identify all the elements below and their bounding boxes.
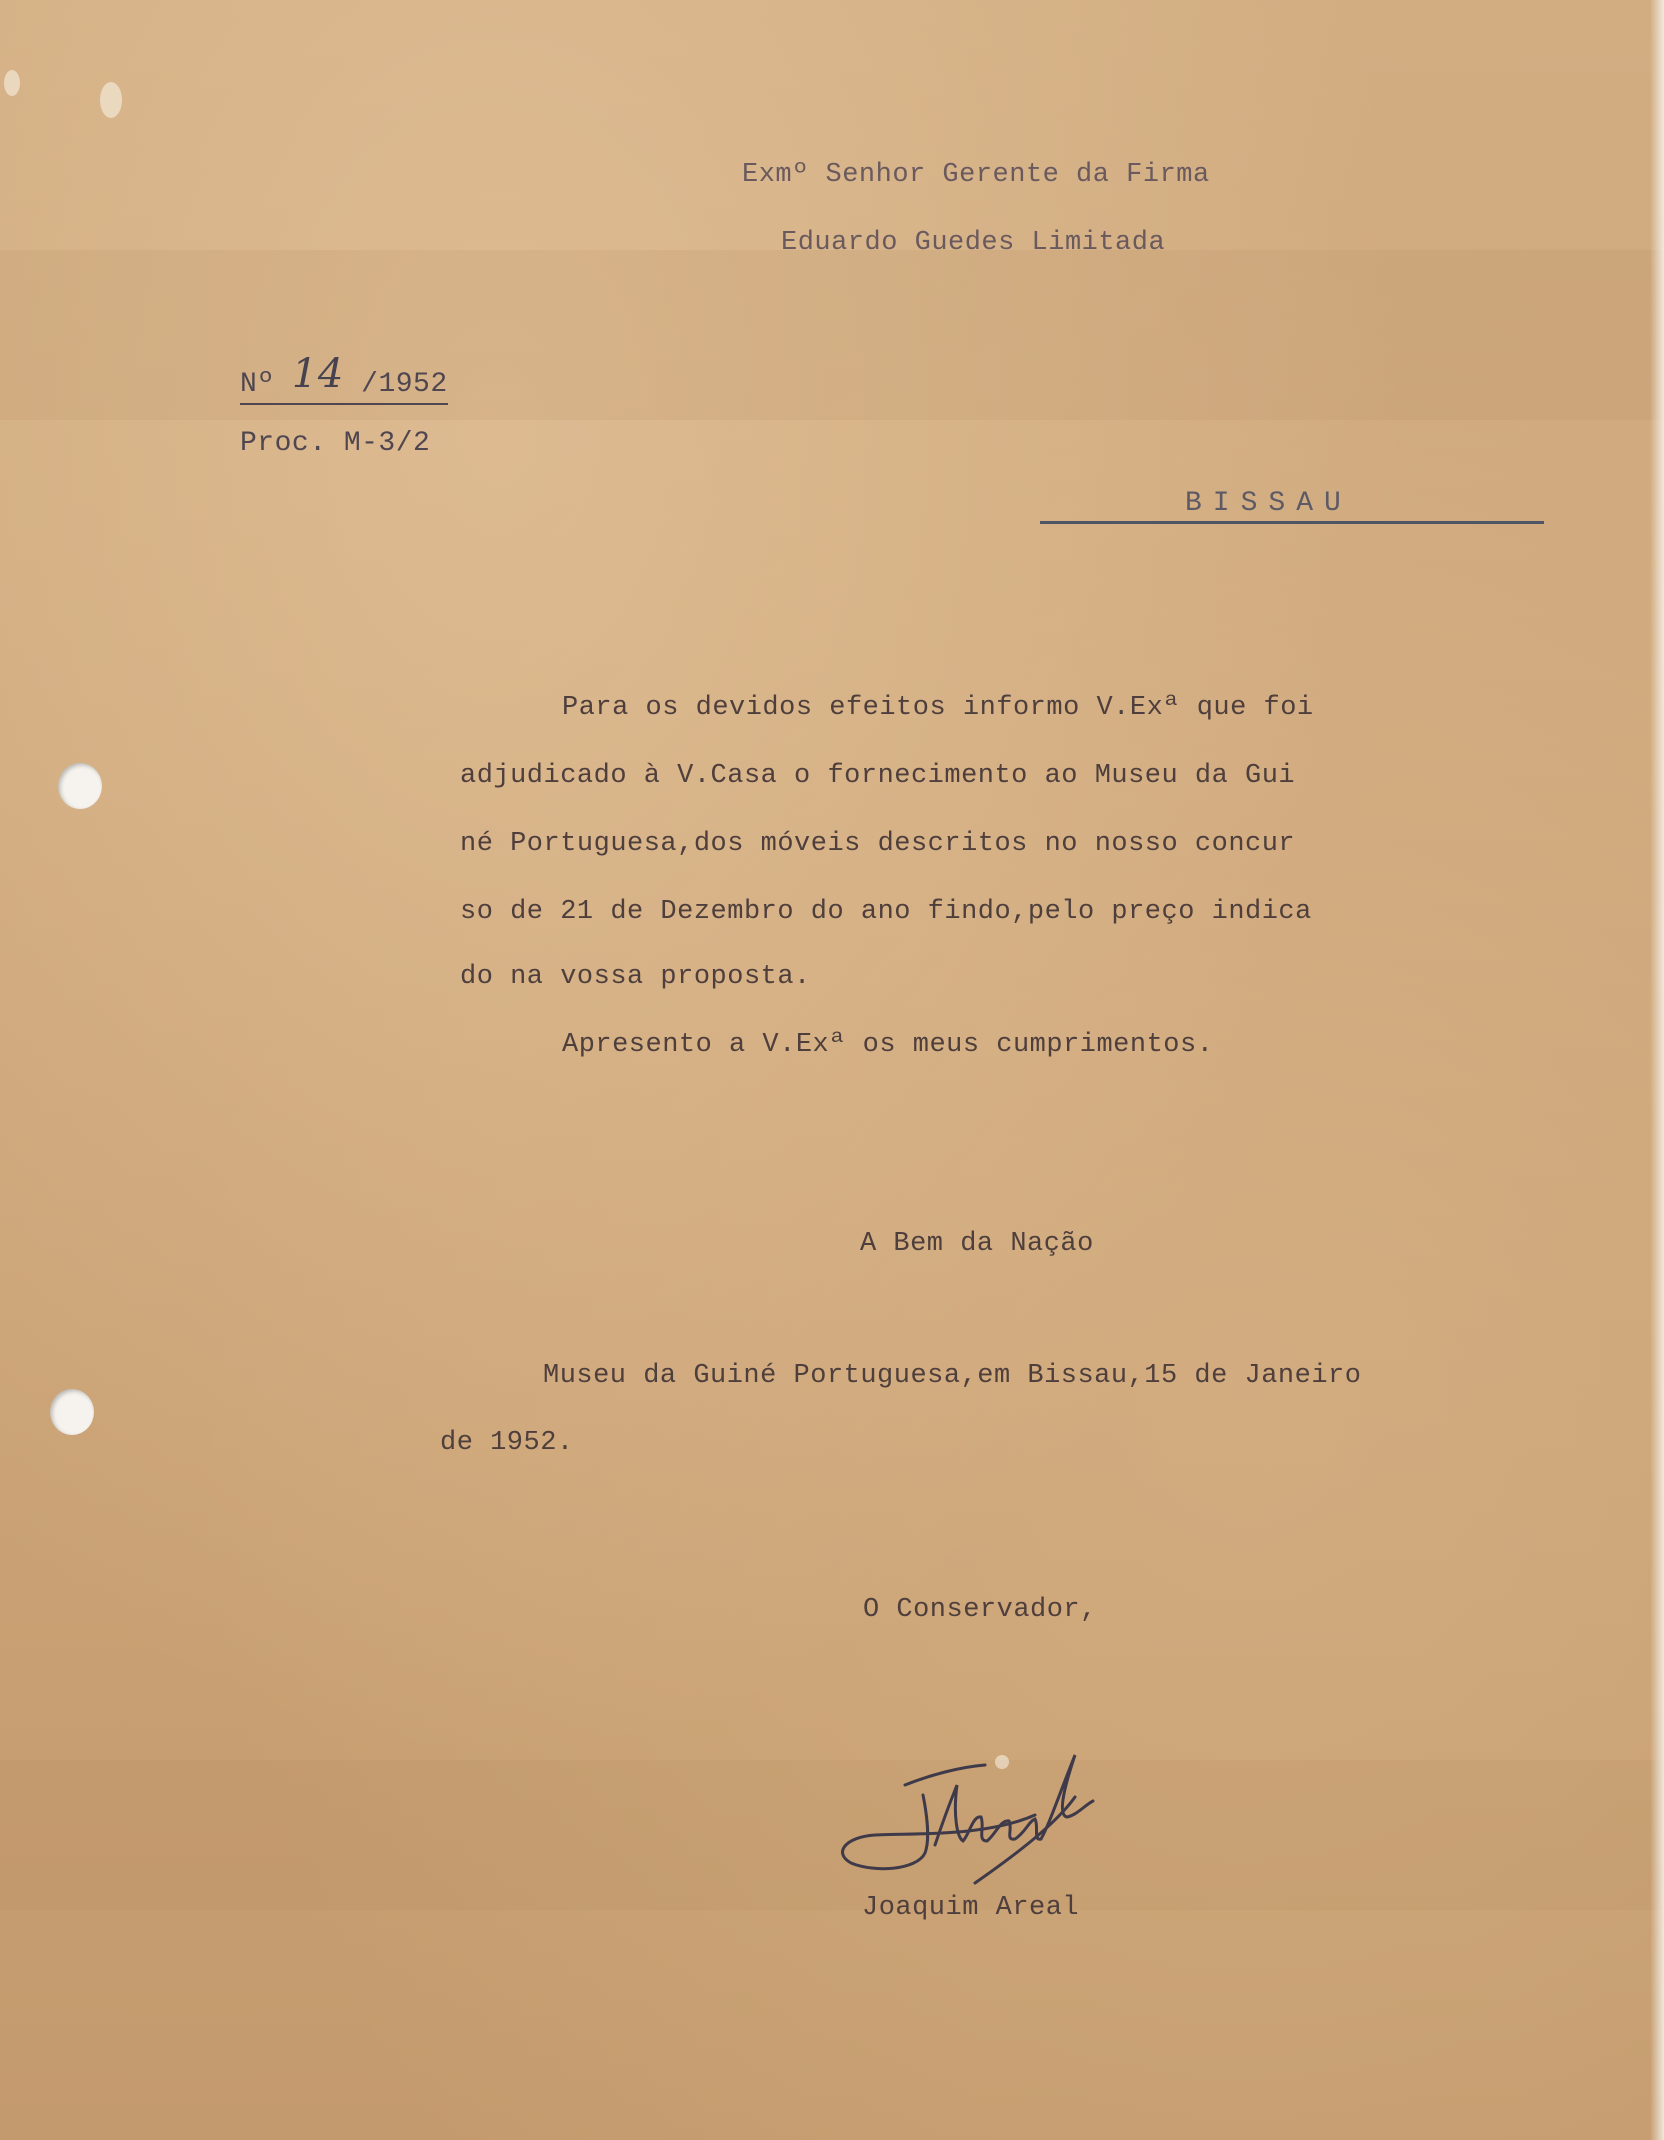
body-line-5: do na vossa proposta.: [460, 962, 811, 992]
reference-year: /1952: [361, 369, 448, 400]
city-underline: [1040, 521, 1544, 524]
handwritten-signature: [835, 1745, 1115, 1895]
body-line-3: né Portuguesa,dos móveis descritos no nosso concur: [460, 829, 1296, 859]
page-edge: [1650, 0, 1664, 2140]
signer-name: Joaquim Areal: [862, 1893, 1080, 1923]
addressee-line-1: Exmº Senhor Gerente da Firma: [742, 160, 1210, 190]
paper-stain: [4, 70, 20, 96]
body-line-6: Apresento a V.Exª os meus cumprimentos.: [562, 1030, 1214, 1060]
punch-hole: [50, 1389, 94, 1435]
addressee-line-2: Eduardo Guedes Limitada: [781, 228, 1166, 258]
reference-number: [240, 351, 448, 405]
paper-stain: [100, 82, 122, 118]
reference-prefix: Nº: [240, 369, 275, 400]
city-heading: BISSAU: [1185, 488, 1352, 519]
handwritten-number: 14: [291, 351, 344, 397]
place-date-line-2: de 1952.: [440, 1428, 574, 1458]
body-line-4: so de 21 de Dezembro do ano findo,pelo preço indica: [460, 897, 1312, 927]
body-line-2: adjudicado à V.Casa o fornecimento ao Museu da Gui: [460, 761, 1296, 791]
place-date-line-1: Museu da Guiné Portuguesa,em Bissau,15 de Janeiro: [543, 1361, 1362, 1391]
punch-hole: [58, 763, 102, 809]
paper-fold-band: [0, 1760, 1664, 1910]
closing-salutation: A Bem da Nação: [860, 1229, 1094, 1259]
process-reference: Proc. M-3/2: [240, 428, 431, 459]
signer-title: O Conservador,: [863, 1595, 1097, 1625]
body-line-1: Para os devidos efeitos informo V.Exª que foi: [562, 693, 1314, 723]
